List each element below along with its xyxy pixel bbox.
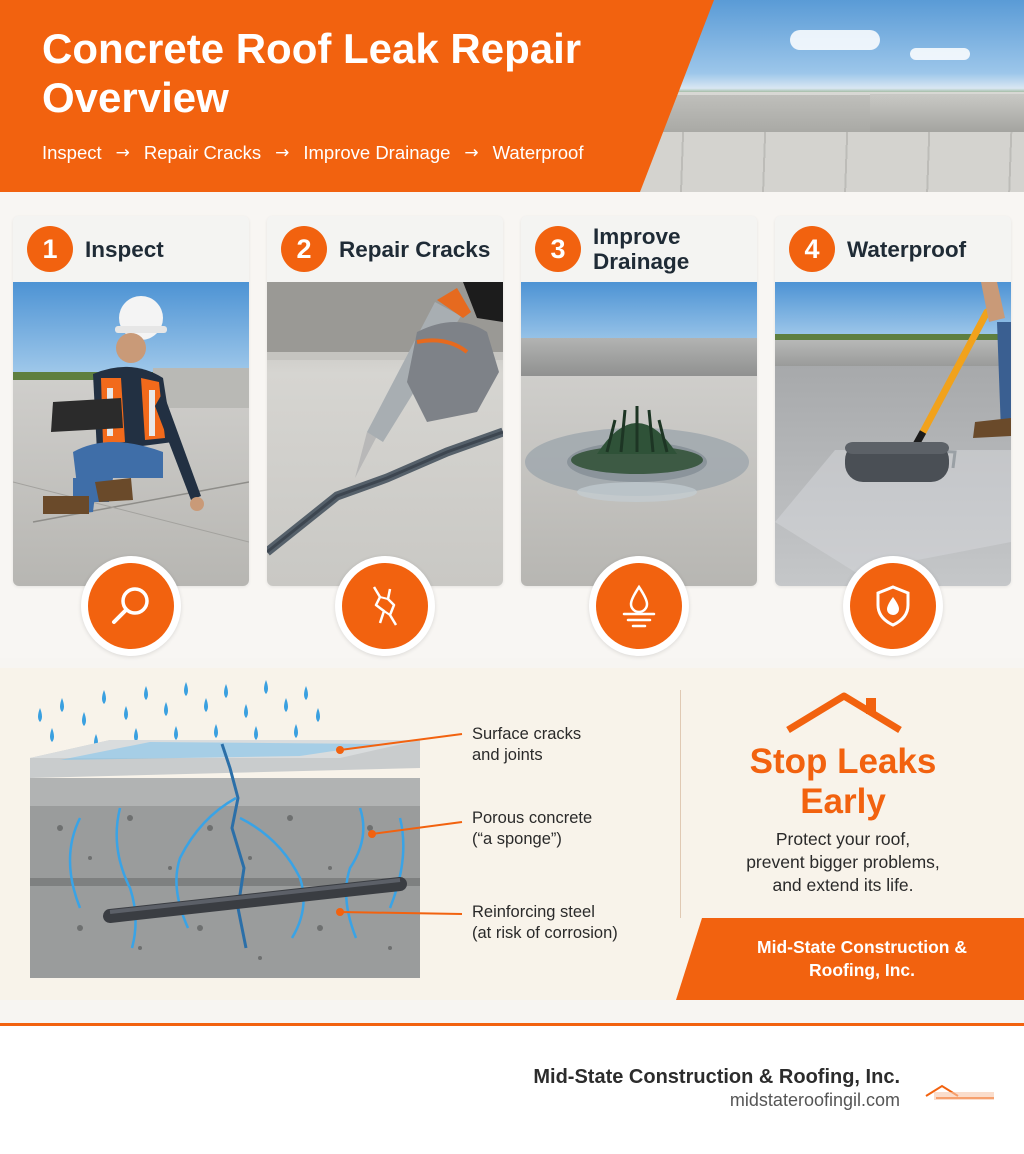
crack-icon — [362, 583, 408, 629]
section-divider — [680, 690, 681, 918]
step-icon-badge — [589, 556, 689, 656]
cloud — [790, 30, 880, 50]
flow-step: Inspect — [42, 142, 102, 163]
step-card — [521, 216, 757, 586]
company-band-text — [700, 936, 1024, 982]
callout-reinforcing-steel — [472, 902, 618, 944]
magnifier-icon — [108, 583, 154, 629]
hero-banner — [0, 0, 1024, 192]
callout-surface-cracks — [472, 724, 581, 766]
footer-company-name: Mid-State Construction & Roofing, Inc. — [533, 1066, 900, 1088]
inspector-illustration — [13, 282, 249, 586]
footer — [0, 1026, 1024, 1154]
step-label: Improve Drainage — [593, 224, 690, 274]
arrow-icon: → — [115, 143, 130, 163]
callout-line: (“a sponge”) — [472, 830, 562, 848]
callout-porous-concrete — [472, 808, 592, 850]
band-line: Roofing, Inc. — [809, 960, 915, 980]
step-label: Inspect — [85, 236, 164, 262]
house-roof-icon — [784, 690, 904, 734]
caulk-gun-illustration — [267, 282, 503, 586]
rain-drops — [38, 680, 320, 748]
step-card — [13, 216, 249, 586]
cloud — [910, 48, 970, 60]
drain-illustration — [521, 282, 757, 586]
cta-description — [700, 828, 986, 897]
cta-text-line: Protect your roof, — [775, 829, 911, 849]
water-drain-icon — [616, 583, 662, 629]
step-number: 1 — [27, 226, 73, 272]
step-number: 3 — [535, 226, 581, 272]
step-card-repair-cracks — [267, 216, 503, 650]
cta-text-line: prevent bigger problems, — [746, 852, 940, 872]
step-card — [775, 216, 1011, 586]
arrow-icon: → — [275, 143, 290, 163]
roller-illustration — [775, 282, 1011, 586]
step-number: 4 — [789, 226, 835, 272]
cta-heading-line: Stop Leaks — [749, 742, 937, 781]
step-icon-badge — [843, 556, 943, 656]
step-header — [521, 216, 757, 282]
step-card-inspect — [13, 216, 249, 650]
page-title: Concrete Roof Leak Repair Overview — [42, 25, 582, 121]
crack-repair-photo — [267, 282, 503, 586]
flow-step: Repair Cracks — [143, 142, 262, 163]
callout-line: Reinforcing steel — [472, 903, 595, 921]
inspector-photo — [13, 282, 249, 586]
callout-line: (at risk of corrosion) — [472, 924, 618, 942]
callout-line: Porous concrete — [472, 809, 593, 827]
concrete-diagram-section — [0, 668, 1024, 1000]
waterproof-roller-photo — [775, 282, 1011, 586]
step-header — [775, 216, 1011, 282]
shield-drop-icon — [870, 583, 916, 629]
callout-line: Surface cracks — [472, 725, 582, 743]
company-logo — [924, 1082, 1000, 1104]
band-line: Mid-State Construction & — [757, 937, 967, 957]
step-icon-badge — [335, 556, 435, 656]
step-card-waterproof — [775, 216, 1011, 650]
roof-drain-photo — [521, 282, 757, 586]
process-flow — [42, 142, 583, 164]
cta-heading-line: Early — [800, 782, 886, 821]
step-number: 2 — [281, 226, 327, 272]
step-card — [267, 216, 503, 586]
step-card-improve-drainage — [521, 216, 757, 650]
steps-section — [0, 192, 1024, 658]
footer-website[interactable]: midstateroofingil.com — [729, 1090, 900, 1110]
cta-heading — [700, 742, 986, 822]
arrow-icon: → — [464, 143, 479, 163]
step-label: Waterproof — [847, 236, 967, 262]
step-label: Repair Cracks — [339, 236, 491, 262]
flow-step: Improve Drainage — [303, 142, 451, 163]
step-header — [13, 216, 249, 282]
cta-text-line: and extend its life. — [772, 875, 914, 895]
step-icon-badge — [81, 556, 181, 656]
step-header — [267, 216, 503, 282]
callout-line: and joints — [472, 746, 543, 764]
flow-step: Waterproof — [492, 142, 584, 163]
